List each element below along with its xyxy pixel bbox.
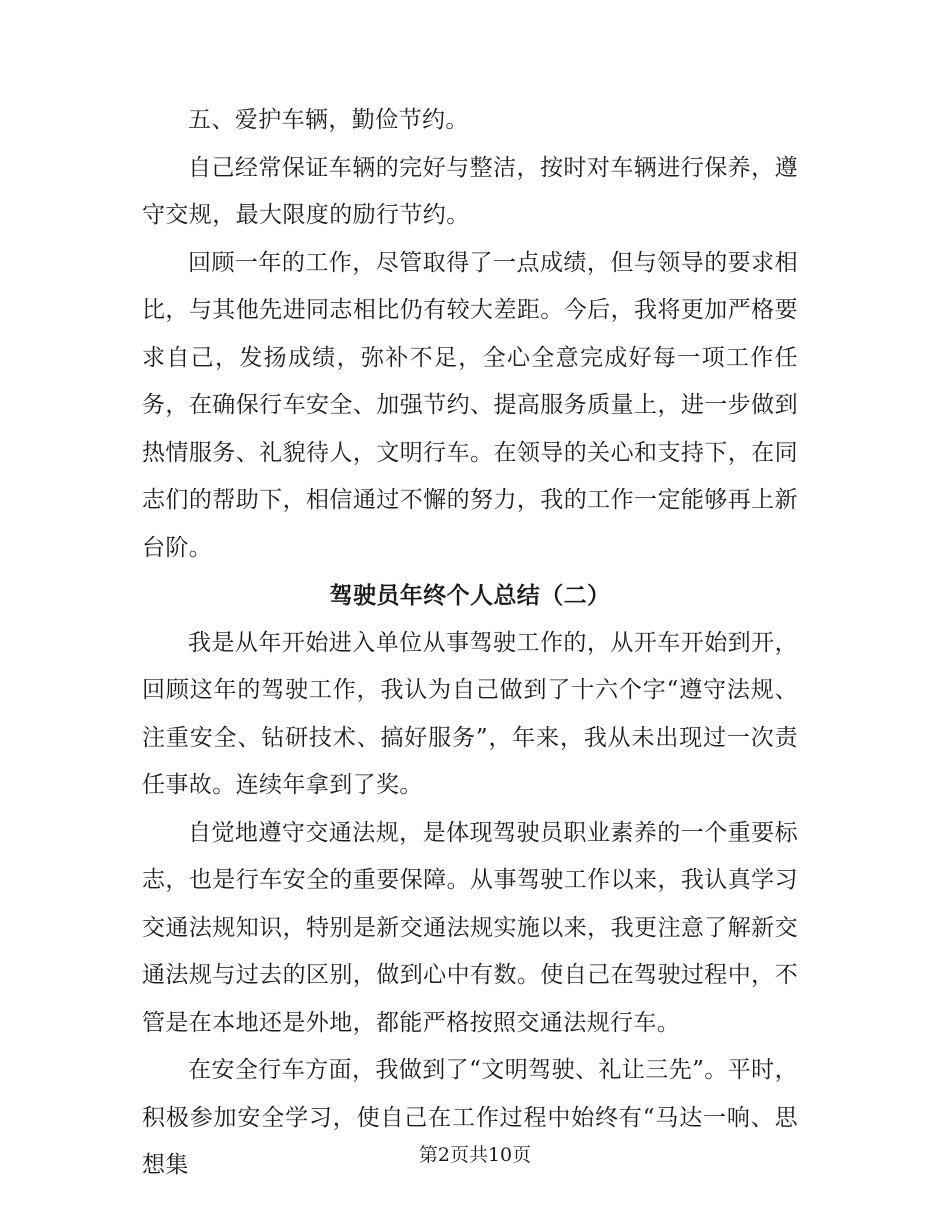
section-title: 驾驶员年终个人总结（二） xyxy=(329,582,611,609)
paragraph-vehicle-care: 自己经常保证车辆的完好与整洁，按时对车辆进行保养，遵守交规，最大限度的励行节约。 xyxy=(142,154,798,228)
document-body xyxy=(142,97,798,1190)
paragraph-year-review: 回顾一年的工作，尽管取得了一点成绩，但与领导的要求相比，与其他先进同志相比仍有较大差距。今后，我将更加严格要求自己，发扬成绩，弥补不足，全心全意完成好每一项工作任务，在确保行车安全、加强节约、提高服务质量上，进一步做到热情服务、礼貌待人，文明行车。在领导的关心和支持下，在同志们的帮助下，相信通过不懈的努力，我的工作一定能够再上新台阶。 xyxy=(142,249,798,561)
paragraph-safe-driving: 在安全行车方面，我做到了“文明驾驶、礼让三先”。平时，积极参加安全学习，使自己在工作过程中始终有“马达一响、思想集 xyxy=(142,1057,798,1178)
page-number-footer: 第2页共10页 xyxy=(418,1144,532,1166)
paragraph-section-five-heading: 五、爱护车辆，勤俭节约。 xyxy=(188,107,469,133)
paragraph-work-history: 我是从年开始进入单位从事驾驶工作的，从开车开始到开，回顾这年的驾驶工作，我认为自己做到了十六个字“遵守法规、注重安全、钻研技术、搞好服务”，年来，我从未出现过一次责任事故。连续年拿到了奖。 xyxy=(142,629,798,798)
paragraph-traffic-rules: 自觉地遵守交通法规，是体现驾驶员职业素养的一个重要标志，也是行车安全的重要保障。从事驾驶工作以来，我认真学习交通法规知识，特别是新交通法规实施以来，我更注意了解新交通法规与过去的区别，做到心中有数。使自己在驾驶过程中，不管是在本地还是外地，都能严格按照交通法规行车。 xyxy=(142,819,798,1036)
